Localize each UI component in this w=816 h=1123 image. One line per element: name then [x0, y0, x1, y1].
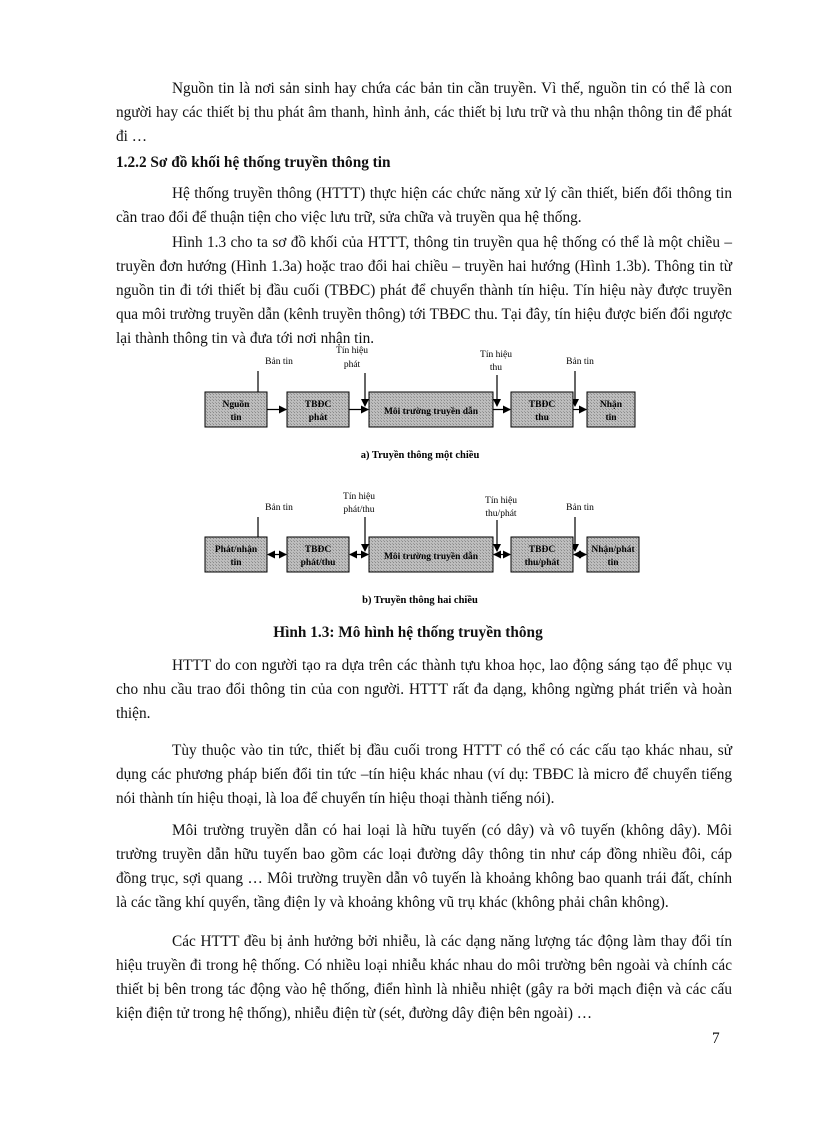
block-label: phát/thu [300, 558, 336, 568]
label-ban-tin-out: Bản tin [566, 357, 594, 367]
label-tin-hieu-1a: Tín hiệu [343, 492, 375, 502]
block-label: tin [607, 558, 619, 568]
block-label: Nhận [599, 400, 623, 410]
block-label: Nhận/phát [591, 545, 635, 555]
block-label: Nguồn [222, 400, 250, 410]
paragraph-source: Nguồn tin là nơi sản sinh hay chứa các bản tin cần truyền. Vì thế, nguồn tin có thể là con người hay các thiết bị thu phát âm thanh, hình ảnh, các thiết bị lưu trữ và thu nhận thông tin để phát đi … [116, 80, 732, 145]
paragraph-noise: Các HTTT đều bị ảnh hưởng bởi nhiễu, là các dạng năng lượng tác động làm thay đổi tín hiệu truyền đi trong hệ thống. Có nhiều loại nhiễu khác nhau do môi trường bên ngoài và chính các thiết bị bên trong tác động vào hệ thống, điển hình là nhiễu nhiệt (gây ra bởi mạch điện và các cấu kiện điện tử trong hệ thống), nhiễu điện từ (sét, đường dây điện bên ngoài) … [116, 933, 732, 1022]
label-tin-hieu-1b: phát/thu [343, 505, 375, 515]
caption-b: b) Truyền thông hai chiều [362, 595, 478, 606]
label-ban-tin-out: Bản tin [566, 503, 594, 513]
block-label: TBĐC [304, 545, 332, 555]
paragraph-system-definition: Hệ thống truyền thông (HTTT) thực hiện các chức năng xử lý cần thiết, biến đổi thông tin cần trao đổi để thuận tiện cho việc lưu trữ, sửa chữa và truyền qua hệ thống. [116, 185, 732, 226]
block-label: tin [230, 413, 242, 423]
label-tin-hieu-thu-1: Tín hiệu [480, 350, 512, 360]
block-label: tin [605, 413, 617, 423]
block-label: TBĐC [528, 400, 556, 410]
label-tin-hieu-2b: thu/phát [485, 509, 517, 519]
label-tin-hieu-phat-1: Tín hiệu [336, 346, 368, 356]
paragraph-httt-origin: HTTT do con người tạo ra dựa trên các thành tựu khoa học, lao động sáng tạo để phục vụ cho nhu cầu trao đổi thông tin của con người. HTTT rất đa dạng, không ngừng phát triển và hoàn thiện. [116, 657, 732, 722]
block-label: Phát/nhận [214, 545, 258, 555]
diagram-two-way [205, 492, 639, 606]
paragraph-block-diagram: Hình 1.3 cho ta sơ đồ khối của HTTT, thông tin truyền qua hệ thống có thể là một chiều – truyền đơn hướng (Hình 1.3a) hoặc trao đổi hai chiều – truyền hai hướng (Hình 1.3b). Thông tin từ nguồn tin đi tới thiết bị đầu cuối (TBĐC) phát để chuyển thành tín hiệu. Tín hiệu này được truyền qua môi trường truyền dẫn (kênh truyền thông) tới TBĐC thu. Tại đây, tín hiệu được biến đổi ngược lại thành thông tin và đưa tới nơi nhận tin. [116, 234, 732, 347]
diagram-one-way [205, 346, 635, 461]
label-tin-hieu-thu-2: thu [489, 363, 503, 373]
block-label: TBĐC [304, 400, 332, 410]
block-label: TBĐC [528, 545, 556, 555]
label-tin-hieu-phat-2: phát [343, 360, 361, 370]
page-number: 7 [712, 1030, 720, 1047]
caption-a: a) Truyền thông một chiều [360, 450, 480, 461]
label-ban-tin-in: Bản tin [265, 357, 293, 367]
block-label: phát [308, 413, 328, 423]
block-label: thu/phát [524, 558, 560, 568]
label-tin-hieu-2a: Tín hiệu [485, 496, 517, 506]
paragraph-transmission-media: Môi trường truyền dẫn có hai loại là hữu tuyến (có dây) và vô tuyến (không dây). Môi trường truyền dẫn hữu tuyến bao gồm các loại đường dây thông tin như cáp đồng nhiều đôi, cáp đồng trục, sợi quang … Môi trường truyền dẫn vô tuyến là khoảng không bao quanh trái đất, chính là các tầng khí quyển, tầng điện ly và khoảng không vũ trụ khác (không phải chân không). [116, 822, 732, 911]
paragraph-terminal-devices: Tùy thuộc vào tin tức, thiết bị đầu cuối trong HTTT có thể có các cấu tạo khác nhau, sử dụng các phương pháp biến đổi tin tức –tín hiệu khác nhau (ví dụ: TBĐC là micro để chuyển tiếng nói thành tín hiệu thoại, là loa để chuyển tín hiệu thoại thành tiếng nói). [116, 742, 732, 807]
label-ban-tin-in: Bản tin [265, 503, 293, 513]
figure-diagram [0, 340, 816, 610]
block-label: Môi trường truyền dẫn [383, 407, 479, 417]
block-label: thu [535, 413, 549, 423]
figure-caption: Hình 1.3: Mô hình hệ thống truyền thông [273, 624, 543, 641]
block-label: Môi trường truyền dẫn [383, 552, 479, 562]
section-heading: 1.2.2 Sơ đồ khối hệ thống truyền thông tin [116, 154, 391, 171]
block-label: tin [230, 558, 242, 568]
